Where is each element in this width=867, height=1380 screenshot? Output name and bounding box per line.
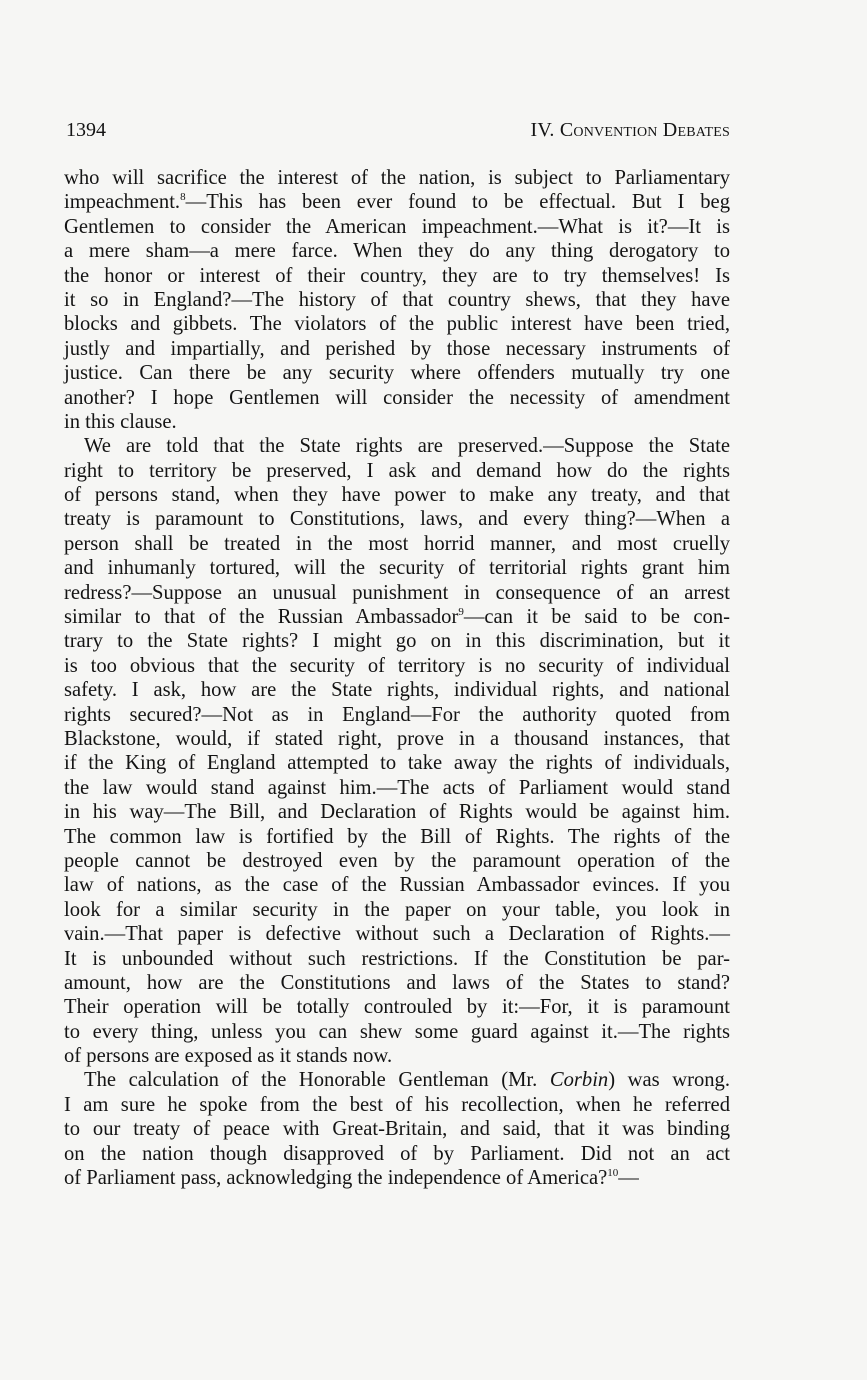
text-line: it so in England?—The history of that country shews, that they have [64, 288, 730, 311]
paragraph [64, 166, 730, 434]
text-line: Blackstone, would, if stated right, prove in a thousand instances, that [64, 727, 730, 750]
text-segment: — [618, 1167, 639, 1190]
text-line [64, 1068, 730, 1092]
text-segment: —can it be said to be con- [463, 606, 730, 629]
paragraph [64, 434, 730, 1068]
text-line: of persons stand, when they have power to make any treaty, and that [64, 484, 730, 507]
text-line: law of nations, as the case of the Russian Ambassador evinces. If you [64, 874, 730, 897]
text-line: The common law is fortified by the Bill of Rights. The rights of the [64, 825, 730, 848]
text-segment: The calculation of the Honorable Gentleman (Mr. [84, 1069, 550, 1092]
paragraph [64, 1068, 730, 1190]
text-line: I am sure he spoke from the best of his recollection, when he referred [64, 1093, 730, 1116]
italic-name: Corbin [549, 1069, 609, 1092]
text-segment: —This has been ever found to be effectual. But I beg [185, 191, 730, 214]
text-line: redress?—Suppose an unusual punishment in consequence of an arrest [64, 581, 730, 604]
text-line [64, 1166, 730, 1190]
text-line: vain.—That paper is defective without such a Declaration of Rights.— [64, 923, 730, 946]
text-line: a mere sham—a mere farce. When they do any thing derogatory to [64, 240, 730, 263]
text-line [64, 190, 730, 214]
text-line: to our treaty of peace with Great-Britain, and said, that it was binding [64, 1118, 730, 1141]
text-line: people cannot be destroyed even by the paramount operation of the [64, 849, 730, 872]
text-line: person shall be treated in the most horrid manner, and most cruelly [64, 532, 730, 555]
text-line: and inhumanly tortured, will the security of territorial rights grant him [64, 557, 730, 580]
footnote-ref: 8 [180, 191, 186, 204]
section-title-text: Convention Debates [559, 119, 730, 141]
text-line: rights secured?—Not as in England—For the authority quoted from [64, 703, 730, 726]
text-segment: similar to that of the Russian Ambassador [64, 606, 459, 629]
text-segment: of Parliament pass, acknowledging the independence of America? [64, 1167, 608, 1190]
text-line: It is unbounded without such restrictions. If the Constitution be par- [64, 947, 730, 970]
section-title [531, 117, 731, 143]
running-head [66, 117, 730, 143]
text-line: treaty is paramount to Constitutions, laws, and every thing?—When a [64, 508, 730, 531]
text-line: is too obvious that the security of territory is no security of individual [64, 654, 730, 677]
text-line: right to territory be preserved, I ask and demand how do the rights [64, 459, 730, 482]
text-line: of persons are exposed as it stands now. [64, 1045, 393, 1068]
text-line: trary to the State rights? I might go on in this discrimination, but it [64, 630, 730, 653]
text-line [64, 605, 730, 629]
text-line: amount, how are the Constitutions and laws of the States to stand? [64, 971, 730, 994]
text-line: if the King of England attempted to take away the rights of individuals, [64, 752, 730, 775]
page-number: 1394 [66, 119, 106, 141]
text-line: We are told that the State rights are preserved.—Suppose the State [84, 435, 730, 458]
text-segment: ) was wrong. [608, 1069, 730, 1092]
text-line: blocks and gibbets. The violators of the public interest have been tried, [64, 313, 730, 336]
text-line: to every thing, unless you can shew some guard against it.—The rights [64, 1020, 730, 1043]
text-line: on the nation though disapproved of by Parliament. Did not an act [64, 1142, 730, 1165]
text-line: the law would stand against him.—The acts of Parliament would stand [64, 776, 730, 799]
footnote-ref: 10 [607, 1167, 619, 1180]
text-line: the honor or interest of their country, they are to try themselves! Is [64, 264, 730, 287]
text-line: Gentlemen to consider the American impeachment.—What is it?—It is [64, 215, 730, 238]
body-text [64, 166, 730, 1190]
footnote-ref: 9 [458, 606, 464, 619]
text-line: safety. I ask, how are the State rights, individual rights, and national [64, 679, 730, 702]
text-line: justly and impartially, and perished by those necessary instruments of [64, 337, 730, 360]
text-line: look for a similar security in the paper on your table, you look in [64, 898, 730, 921]
text-line: in this clause. [64, 410, 177, 433]
text-segment: impeachment. [64, 191, 181, 214]
text-line: Their operation will be totally controuled by it:—For, it is paramount [64, 996, 730, 1019]
text-line: who will sacrifice the interest of the nation, is subject to Parliamentary [64, 167, 730, 189]
text-line: in his way—The Bill, and Declaration of Rights would be against him. [64, 801, 730, 824]
text-line: justice. Can there be any security where offenders mutually try one [64, 362, 730, 385]
text-line: another? I hope Gentlemen will consider the necessity of amendment [64, 386, 730, 409]
section-numeral: IV. [530, 119, 555, 141]
